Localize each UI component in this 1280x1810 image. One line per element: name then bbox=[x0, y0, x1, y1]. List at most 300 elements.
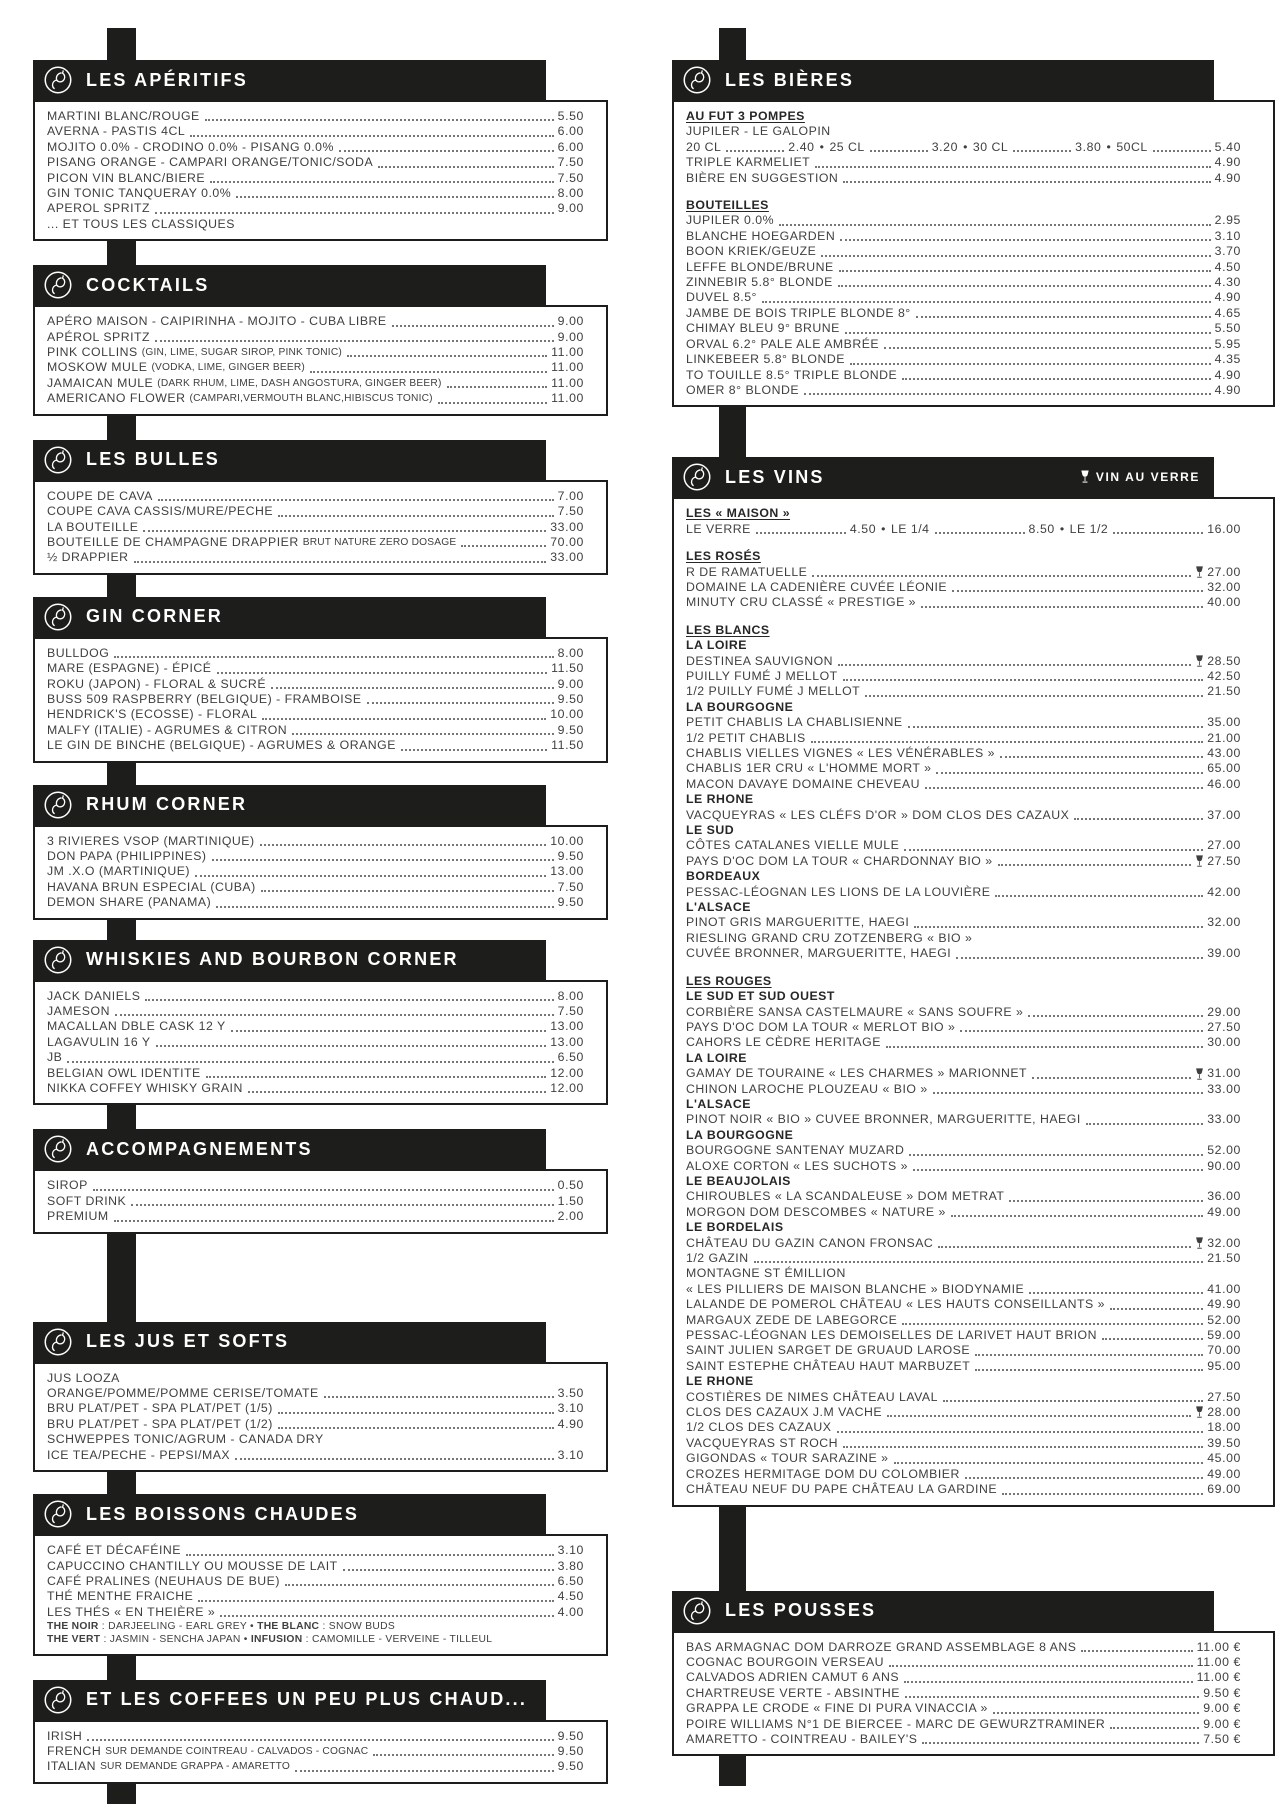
item-name: LINKEBEER 5.8° BLONDE bbox=[686, 352, 845, 367]
menu-row bbox=[686, 1405, 1241, 1420]
item-price: 12.00 bbox=[550, 1081, 584, 1096]
dotted-leader bbox=[262, 718, 546, 720]
item-name: GRAPPA LE CRODE « FINE DI PURA VINACCIA » bbox=[686, 1701, 988, 1716]
menu-row bbox=[686, 869, 1241, 884]
item-name: MACON DAVAYE DOMAINE CHEVEAU bbox=[686, 776, 921, 791]
dotted-leader bbox=[231, 1030, 546, 1032]
menu-row bbox=[686, 1112, 1241, 1127]
dotted-leader bbox=[840, 239, 1210, 241]
item-price: 4.50 bbox=[557, 1589, 584, 1604]
section-header bbox=[33, 1129, 546, 1169]
menu-row bbox=[47, 391, 584, 406]
dotted-leader bbox=[1013, 150, 1071, 152]
item-price: 45.00 bbox=[1207, 1451, 1241, 1466]
section-title: LES BOISSONS CHAUDES bbox=[86, 1503, 360, 1524]
menu-row bbox=[47, 1744, 584, 1759]
menu-row bbox=[47, 376, 584, 391]
tea-note-label: INFUSION bbox=[250, 1634, 303, 1646]
dotted-leader bbox=[998, 864, 1192, 866]
size-price: 2.40 bbox=[788, 139, 815, 154]
section-title: LES BIÈRES bbox=[725, 69, 855, 90]
wine-glass-icon bbox=[1195, 655, 1204, 668]
dotted-leader bbox=[913, 1169, 1203, 1171]
item-name: APÉROL SPRITZ bbox=[47, 329, 151, 344]
menu-row bbox=[47, 504, 584, 519]
item-price: 29.00 bbox=[1207, 1004, 1241, 1019]
menu-row bbox=[47, 186, 584, 201]
section-title: ACCOMPAGNEMENTS bbox=[86, 1138, 313, 1159]
item-price: 9.50 € bbox=[1203, 1685, 1241, 1700]
menu-row bbox=[686, 654, 1241, 669]
menu-row bbox=[47, 1543, 584, 1558]
menu-row bbox=[47, 155, 584, 170]
dotted-leader bbox=[936, 772, 1203, 774]
item-name: VACQUEYRAS « LES CLÉFS D'OR » DOM CLOS DES CAZAUX bbox=[686, 807, 1070, 822]
dotted-leader bbox=[975, 1369, 1203, 1371]
section-header bbox=[672, 457, 1214, 497]
dotted-leader bbox=[1032, 1077, 1191, 1079]
dotted-leader bbox=[887, 1415, 1191, 1417]
item-name: AVERNA - PASTIS 4CL bbox=[47, 124, 186, 139]
menu-row bbox=[686, 1686, 1241, 1701]
tea-note bbox=[47, 1620, 584, 1633]
item-name: BELGIAN OWL IDENTITE bbox=[47, 1065, 201, 1080]
dotted-leader bbox=[145, 999, 553, 1001]
size-price: 3.80 bbox=[1075, 139, 1102, 154]
menu-row bbox=[686, 823, 1241, 838]
item-price: 8.00 bbox=[557, 988, 584, 1003]
dotted-leader bbox=[378, 166, 554, 168]
item-price: 33.00 bbox=[550, 519, 584, 534]
wine-glass-icon bbox=[1195, 1237, 1204, 1250]
item-price: 8.00 bbox=[557, 186, 584, 201]
item-name: APÉRO MAISON - CAIPIRINHA - MOJITO - CUBA LIBRE bbox=[47, 314, 387, 329]
item-price: 11.00 € bbox=[1196, 1639, 1241, 1654]
section-coffees bbox=[33, 1680, 608, 1784]
menu-row bbox=[47, 1559, 584, 1574]
item-name: CHABLIS VIELLES VIGNES « LES VÉNÉRABLES » bbox=[686, 746, 995, 760]
item-name: PINK COLLINS bbox=[47, 345, 138, 360]
item-price: 32.00 bbox=[1207, 1235, 1241, 1250]
dotted-leader bbox=[461, 545, 546, 547]
dotted-leader bbox=[908, 726, 1204, 728]
dotted-leader bbox=[206, 1076, 547, 1078]
tea-note-text: : JASMIN - SENCHA JAPAN • bbox=[100, 1634, 251, 1646]
logo-icon bbox=[43, 1685, 73, 1715]
section-whiskies bbox=[33, 940, 608, 1106]
menu-row bbox=[47, 1574, 584, 1589]
item-price: 6.00 bbox=[557, 139, 584, 154]
dotted-leader bbox=[367, 702, 554, 704]
menu-row bbox=[686, 1143, 1241, 1158]
item-name: POIRE WILLIAMS N°1 DE BIERCEE - MARC DE GEWURZTRAMINER bbox=[686, 1716, 1106, 1731]
item-price: 13.00 bbox=[550, 1034, 584, 1049]
item-price: 7.50 bbox=[557, 170, 584, 185]
dotted-leader bbox=[843, 679, 1204, 681]
row-spacer bbox=[686, 611, 1241, 623]
dotted-leader bbox=[839, 270, 1211, 272]
section-bieres bbox=[672, 60, 1275, 407]
section-header bbox=[672, 1591, 1214, 1631]
logo-icon bbox=[43, 945, 73, 975]
menu-row bbox=[686, 1670, 1241, 1685]
region-subheading: LA LOIRE bbox=[686, 1050, 747, 1065]
dotted-leader bbox=[960, 1030, 1203, 1032]
menu-row bbox=[686, 1020, 1241, 1035]
item-price: 27.50 bbox=[1207, 1019, 1241, 1034]
dotted-leader bbox=[324, 1396, 554, 1398]
section-body bbox=[33, 637, 608, 763]
menu-row bbox=[686, 1205, 1241, 1220]
item-name: COGNAC BOURGOIN VERSEAU bbox=[686, 1654, 885, 1669]
item-name: JAMBE DE BOIS TRIPLE BLONDE 8° bbox=[686, 305, 911, 320]
menu-row bbox=[686, 290, 1241, 305]
dotted-leader bbox=[884, 347, 1211, 349]
size-price: 3.20 bbox=[931, 139, 959, 154]
dotted-leader bbox=[115, 1014, 554, 1016]
item-price: 11.00 bbox=[551, 345, 584, 360]
wine-glass-icon bbox=[1195, 1406, 1204, 1419]
item-price: 5.50 bbox=[1214, 321, 1241, 336]
menu-row bbox=[47, 1004, 584, 1019]
dotted-leader bbox=[815, 166, 1210, 168]
menu-row bbox=[686, 931, 1241, 946]
section-header bbox=[33, 1680, 546, 1720]
item-name: ½ DRAPPIER bbox=[47, 550, 129, 565]
dotted-leader bbox=[186, 1554, 554, 1556]
region-subheading: LE BEAUJOLAIS bbox=[686, 1173, 791, 1188]
item-name: TRIPLE KARMELIET bbox=[686, 155, 811, 170]
menu-row bbox=[47, 880, 584, 895]
tea-note-label: THE BLANC bbox=[257, 1621, 320, 1633]
menu-row bbox=[686, 1005, 1241, 1020]
item-price: 32.00 bbox=[1207, 579, 1241, 594]
menu-row bbox=[686, 1374, 1241, 1389]
dotted-leader bbox=[904, 849, 1203, 851]
item-price: 21.00 bbox=[1207, 730, 1241, 745]
tea-note-label: THE NOIR bbox=[47, 1621, 99, 1633]
section-aperitifs bbox=[33, 60, 608, 241]
menu-row bbox=[686, 1390, 1241, 1405]
menu-row bbox=[686, 1482, 1241, 1497]
dotted-leader bbox=[726, 150, 784, 152]
item-name: LALANDE DE POMEROL CHÂTEAU « LES HAUTS CONSEILLANTS » bbox=[686, 1297, 1105, 1312]
vin-au-verre-label bbox=[1080, 470, 1200, 485]
menu-row bbox=[686, 109, 1241, 124]
group-heading: LES ROUGES bbox=[686, 973, 772, 988]
item-price: 4.35 bbox=[1214, 352, 1241, 367]
item-name: 3 RIVIERES VSOP (MARTINIQUE) bbox=[47, 833, 255, 848]
section-cocktails bbox=[33, 265, 608, 415]
item-name: SAINT JULIEN SARGET DE GRUAUD LAROSE bbox=[686, 1343, 971, 1358]
item-name: CROZES HERMITAGE DOM DU COLOMBIER bbox=[686, 1466, 960, 1481]
size-label: LE 1/4 bbox=[890, 521, 930, 536]
menu-row bbox=[47, 314, 584, 329]
dotted-leader bbox=[158, 499, 554, 501]
logo-icon bbox=[682, 462, 712, 492]
section-title: GIN CORNER bbox=[86, 606, 224, 627]
dotted-leader bbox=[865, 695, 1203, 697]
section-header bbox=[33, 265, 546, 305]
item-price: 2.00 bbox=[557, 1209, 584, 1224]
menu-row bbox=[686, 213, 1241, 228]
item-price: 42.50 bbox=[1207, 668, 1241, 683]
dotted-leader bbox=[1153, 150, 1211, 152]
region-subheading: LE RHONE bbox=[686, 792, 754, 807]
item-name: SIROP bbox=[47, 1178, 88, 1193]
menu-row bbox=[686, 1313, 1241, 1328]
item-price: 2.95 bbox=[1214, 213, 1241, 228]
item-price: 33.00 bbox=[550, 550, 584, 565]
logo-icon bbox=[43, 445, 73, 475]
item-name: BLANCHE HOEGARDEN bbox=[686, 228, 836, 243]
section-header bbox=[33, 785, 546, 825]
item-name: JM .X.O (MARTINIQUE) bbox=[47, 864, 190, 879]
region-subheading: LE SUD bbox=[686, 823, 735, 838]
section-body bbox=[33, 1534, 608, 1655]
item-name: DESTINEA SAUVIGNON bbox=[686, 653, 834, 668]
item-name: CHIROUBLES « LA SCANDALEUSE » DOM METRAT bbox=[686, 1189, 1005, 1204]
item-price: 9.00 € bbox=[1203, 1716, 1241, 1731]
dotted-leader bbox=[278, 1427, 554, 1429]
item-price: 21.50 bbox=[1207, 684, 1241, 699]
dotted-leader bbox=[87, 1739, 553, 1741]
menu-row bbox=[686, 731, 1241, 746]
row-spacer bbox=[686, 186, 1241, 198]
item-price: 3.80 bbox=[557, 1558, 584, 1573]
item-price: 21.50 bbox=[1207, 1251, 1241, 1265]
item-name: HENDRICK'S (ECOSSE) - FLORAL bbox=[47, 707, 258, 722]
item-name: AMARETTO - COINTREAU - BAILEY'S bbox=[686, 1731, 918, 1746]
item-price: 7.50 bbox=[557, 1004, 584, 1018]
dotted-leader bbox=[925, 787, 1203, 789]
logo-icon bbox=[43, 1134, 73, 1164]
dotted-leader bbox=[373, 1754, 553, 1756]
dotted-leader bbox=[260, 844, 547, 846]
menu-row bbox=[686, 808, 1241, 823]
dotted-leader bbox=[845, 332, 1211, 334]
dotted-leader bbox=[951, 1215, 1203, 1217]
size-label: 30 CL bbox=[972, 139, 1009, 154]
item-price: 28.00 bbox=[1207, 1405, 1241, 1420]
item-price: 7.50 bbox=[557, 879, 584, 894]
dotted-leader bbox=[779, 224, 1211, 226]
item-price: 70.00 bbox=[1207, 1343, 1241, 1358]
menu-row bbox=[686, 368, 1241, 383]
menu-row bbox=[47, 1019, 584, 1034]
size-price: 8.50 bbox=[1028, 521, 1055, 536]
menu-row bbox=[686, 506, 1241, 521]
group-heading: LES « MAISON » bbox=[686, 506, 791, 521]
menu-row bbox=[47, 738, 584, 753]
section-accompagnements bbox=[33, 1129, 608, 1233]
item-price: 7.50 bbox=[557, 504, 584, 519]
column-left bbox=[33, 60, 608, 1784]
item-name: OMER 8° BLONDE bbox=[686, 382, 800, 397]
item-price: 5.95 bbox=[1214, 336, 1241, 351]
logo-icon bbox=[43, 790, 73, 820]
item-price: 11.00 bbox=[551, 391, 584, 406]
item-name: BAS ARMAGNAC DOM DARROZE GRAND ASSEMBLAGE 8 ANS bbox=[686, 1639, 1077, 1654]
item-price: 31.00 bbox=[1207, 1066, 1241, 1081]
item-price: 4.30 bbox=[1214, 275, 1241, 290]
item-price: 49.90 bbox=[1207, 1297, 1241, 1312]
dotted-leader bbox=[902, 1323, 1203, 1325]
section-title: LES JUS ET SOFTS bbox=[86, 1331, 290, 1352]
item-name: VACQUEYRAS ST ROCH bbox=[686, 1435, 839, 1450]
menu-row bbox=[686, 700, 1241, 715]
section-bulles bbox=[33, 440, 608, 575]
dotted-leader bbox=[271, 687, 554, 689]
menu-row bbox=[686, 1328, 1241, 1343]
item-name: DOMAINE LA CADENIÈRE CUVÉE LÉONIE bbox=[686, 579, 948, 594]
section-boissons-chaudes bbox=[33, 1494, 608, 1655]
wine-glass-icon bbox=[1195, 1068, 1204, 1081]
item-name: FRENCH bbox=[47, 1743, 102, 1758]
dotted-leader bbox=[217, 672, 548, 674]
item-price: 30.00 bbox=[1207, 1035, 1241, 1050]
section-title: LES BULLES bbox=[86, 449, 221, 470]
dotted-leader bbox=[156, 1045, 547, 1047]
item-name: BRU PLAT/PET - SPA PLAT/PET (1/5) bbox=[47, 1401, 273, 1416]
menu-row bbox=[686, 1451, 1241, 1466]
item-price: 13.00 bbox=[550, 864, 584, 879]
item-name: ITALIAN bbox=[47, 1759, 97, 1774]
item-note: (VODKA, LIME, GINGER BEER) bbox=[151, 362, 305, 374]
menu-row bbox=[686, 1220, 1241, 1235]
menu-row bbox=[686, 1051, 1241, 1066]
bullet-separator: • bbox=[963, 139, 968, 154]
item-price: 40.00 bbox=[1207, 595, 1241, 610]
section-body bbox=[33, 825, 608, 920]
item-price: 9.00 bbox=[557, 329, 584, 344]
item-note: (CAMPARI,VERMOUTH BLANC,HIBISCUS TONIC) bbox=[189, 393, 433, 405]
tea-note-label: THE VERT bbox=[47, 1634, 101, 1646]
item-price: 52.00 bbox=[1207, 1143, 1241, 1158]
item-price: 11.00 bbox=[551, 360, 584, 375]
item-price: 4.50 bbox=[1214, 259, 1241, 274]
menu-row bbox=[686, 900, 1241, 915]
item-price: 11.50 bbox=[551, 738, 584, 753]
menu-row bbox=[686, 684, 1241, 699]
menu-row bbox=[686, 1467, 1241, 1482]
tea-note-text: : DARJEELING - EARL GREY • bbox=[98, 1621, 258, 1633]
item-name: LE GIN DE BINCHE (BELGIQUE) - AGRUMES & ORANGE bbox=[47, 738, 396, 753]
menu-row bbox=[686, 306, 1241, 321]
dotted-leader bbox=[1081, 1650, 1192, 1652]
menu-row bbox=[686, 321, 1241, 336]
section-title: WHISKIES AND BOURBON CORNER bbox=[86, 949, 459, 970]
menu-row bbox=[47, 661, 584, 676]
item-name: JACK DANIELS bbox=[47, 988, 141, 1003]
item-price: 9.50 bbox=[557, 848, 584, 863]
item-name: BULLDOG bbox=[47, 645, 110, 660]
item-name: PINOT NOIR « BIO » CUVEE BRONNER, MARGUERITTE, HAEGI bbox=[686, 1112, 1081, 1127]
item-name: CAHORS LE CÈDRE HERITAGE bbox=[686, 1035, 881, 1050]
item-price: 11.00 bbox=[551, 375, 584, 390]
dotted-leader bbox=[114, 1220, 554, 1222]
dotted-leader bbox=[870, 150, 928, 152]
menu-row bbox=[47, 520, 584, 535]
dotted-leader bbox=[843, 181, 1210, 183]
dotted-leader bbox=[343, 1569, 554, 1571]
item-name: R DE RAMATUELLE bbox=[686, 564, 808, 579]
dotted-leader bbox=[401, 749, 547, 751]
item-price: 35.00 bbox=[1207, 715, 1241, 730]
item-price: 36.00 bbox=[1207, 1189, 1241, 1204]
row-spacer bbox=[686, 962, 1241, 974]
dotted-leader bbox=[993, 1712, 1199, 1714]
dotted-leader bbox=[114, 656, 553, 658]
logo-icon bbox=[682, 65, 712, 95]
section-body bbox=[33, 100, 608, 241]
item-name: MARTINI BLANC/ROUGE bbox=[47, 109, 200, 123]
menu-row bbox=[686, 337, 1241, 352]
item-name: CHIMAY BLEU 9° BRUNE bbox=[686, 321, 840, 336]
item-name: ZINNEBIR 5.8° BLONDE bbox=[686, 275, 833, 290]
logo-icon bbox=[682, 1596, 712, 1626]
menu-row bbox=[686, 1297, 1241, 1312]
item-name: 1/2 CLOS DES CAZAUX bbox=[686, 1420, 832, 1435]
item-price: 9.50 bbox=[557, 691, 584, 706]
logo-icon bbox=[43, 602, 73, 632]
dotted-leader bbox=[190, 135, 553, 137]
item-price: 65.00 bbox=[1207, 761, 1241, 776]
bullet-separator: • bbox=[1106, 139, 1112, 154]
item-name: CHÂTEAU DU GAZIN CANON FRONSAC bbox=[686, 1235, 934, 1250]
item-price: 70.00 bbox=[550, 534, 584, 549]
item-name: DEMON SHARE (PANAMA) bbox=[47, 895, 212, 910]
item-name: CALVADOS ADRIEN CAMUT 6 ANS bbox=[686, 1670, 900, 1685]
item-name: « LES PILLIERS DE MAISON BLANCHE » BIODYNAMIE bbox=[686, 1281, 1025, 1296]
item-name: LAGAVULIN 16 Y bbox=[47, 1034, 151, 1049]
item-name: JUPILER - LE GALOPIN bbox=[686, 124, 831, 139]
item-name: CÔTES CATALANES VIELLE MULE bbox=[686, 838, 900, 853]
item-price: 6.00 bbox=[557, 124, 584, 139]
item-name: GIGONDAS « TOUR SARAZINE » bbox=[686, 1451, 889, 1466]
item-price: 33.00 bbox=[1207, 1081, 1241, 1096]
item-name: ICE TEA/PECHE - PEPSI/MAX bbox=[47, 1447, 231, 1462]
item-name: MONTAGNE ST ÉMILLION bbox=[686, 1266, 846, 1281]
dotted-leader bbox=[292, 733, 554, 735]
dotted-leader bbox=[843, 1446, 1203, 1448]
menu-row bbox=[47, 360, 584, 375]
size-label: 25 CL bbox=[829, 139, 865, 154]
dotted-leader bbox=[838, 285, 1211, 287]
bullet-separator: • bbox=[819, 139, 825, 154]
dotted-leader bbox=[295, 1770, 554, 1772]
item-price: 95.00 bbox=[1207, 1358, 1241, 1373]
dotted-leader bbox=[278, 515, 554, 517]
dotted-leader bbox=[904, 1681, 1193, 1683]
menu-row bbox=[47, 550, 584, 565]
menu-row bbox=[686, 260, 1241, 275]
item-name: PAYS D'OC DOM LA TOUR « MERLOT BIO » bbox=[686, 1019, 956, 1034]
tea-note-text: : SNOW BUDS bbox=[319, 1621, 395, 1633]
dotted-leader bbox=[198, 1600, 553, 1602]
dotted-leader bbox=[1074, 818, 1203, 820]
menu-row bbox=[686, 946, 1241, 961]
dotted-leader bbox=[1029, 1292, 1203, 1294]
item-price: 49.00 bbox=[1207, 1204, 1241, 1219]
section-body bbox=[672, 497, 1275, 1506]
bullet-separator: • bbox=[1059, 521, 1065, 536]
item-name: IRISH bbox=[47, 1728, 83, 1743]
item-price: 27.50 bbox=[1207, 853, 1241, 868]
tea-note bbox=[47, 1633, 584, 1646]
item-name: TO TOUILLE 8.5° TRIPLE BLONDE bbox=[686, 367, 898, 382]
menu-row bbox=[47, 1178, 584, 1193]
